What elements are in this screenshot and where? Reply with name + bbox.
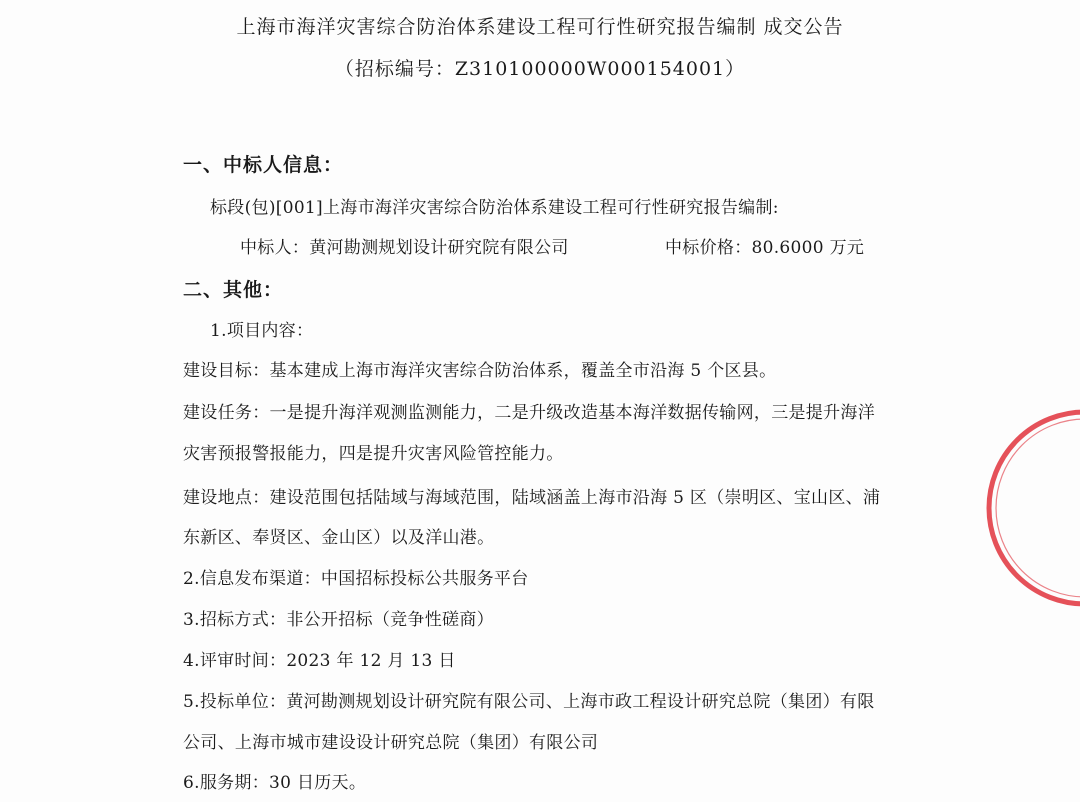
construction-location-line2: 东新区、奉贤区、金山区）以及洋山港。 — [183, 528, 495, 548]
item-review-date: 4.评审时间：2023 年 12 月 13 日 — [183, 651, 456, 671]
official-seal-stamp — [985, 408, 1080, 608]
construction-goal: 建设目标：基本建成上海市海洋灾害综合防治体系，覆盖全市沿海 5 个区县。 — [183, 361, 777, 381]
item-publish-channel: 2.信息发布渠道：中国招标投标公共服务平台 — [183, 569, 529, 589]
construction-tasks-line2: 灾害预报警报能力，四是提升灾害风险管控能力。 — [183, 444, 564, 464]
item-bidders-line2: 公司、上海市城市建设设计研究总院（集团）有限公司 — [183, 733, 599, 753]
item-bidders-line1: 5.投标单位：黄河勘测规划设计研究院有限公司、上海市政工程设计研究总院（集团）有限 — [183, 692, 875, 712]
item-project-content: 1.项目内容： — [210, 321, 314, 341]
tender-number: （招标编号：Z310100000W000154001） — [334, 58, 746, 80]
section-heading-other: 二、其他： — [183, 279, 284, 301]
construction-location-line1: 建设地点：建设范围包括陆域与海域范围，陆域涵盖上海市沿海 5 区（崇明区、宝山区、浦 — [183, 488, 881, 508]
item-service-period: 6.服务期：30 日历天。 — [183, 773, 367, 793]
item-tender-method: 3.招标方式：非公开招标（竞争性磋商） — [183, 610, 494, 630]
winning-bidder: 中标人：黄河勘测规划设计研究院有限公司 — [240, 238, 569, 258]
lot-description: 标段(包)[001]上海市海洋灾害综合防治体系建设工程可行性研究报告编制: — [210, 198, 779, 218]
section-heading-winner-info: 一、中标人信息： — [183, 154, 344, 176]
construction-tasks-line1: 建设任务：一是提升海洋观测监测能力，二是升级改造基本海洋数据传输网，三是提升海洋 — [183, 403, 875, 423]
document-title: 上海市海洋灾害综合防治体系建设工程可行性研究报告编制 成交公告 — [236, 16, 844, 38]
winning-price: 中标价格：80.6000 万元 — [665, 238, 865, 258]
